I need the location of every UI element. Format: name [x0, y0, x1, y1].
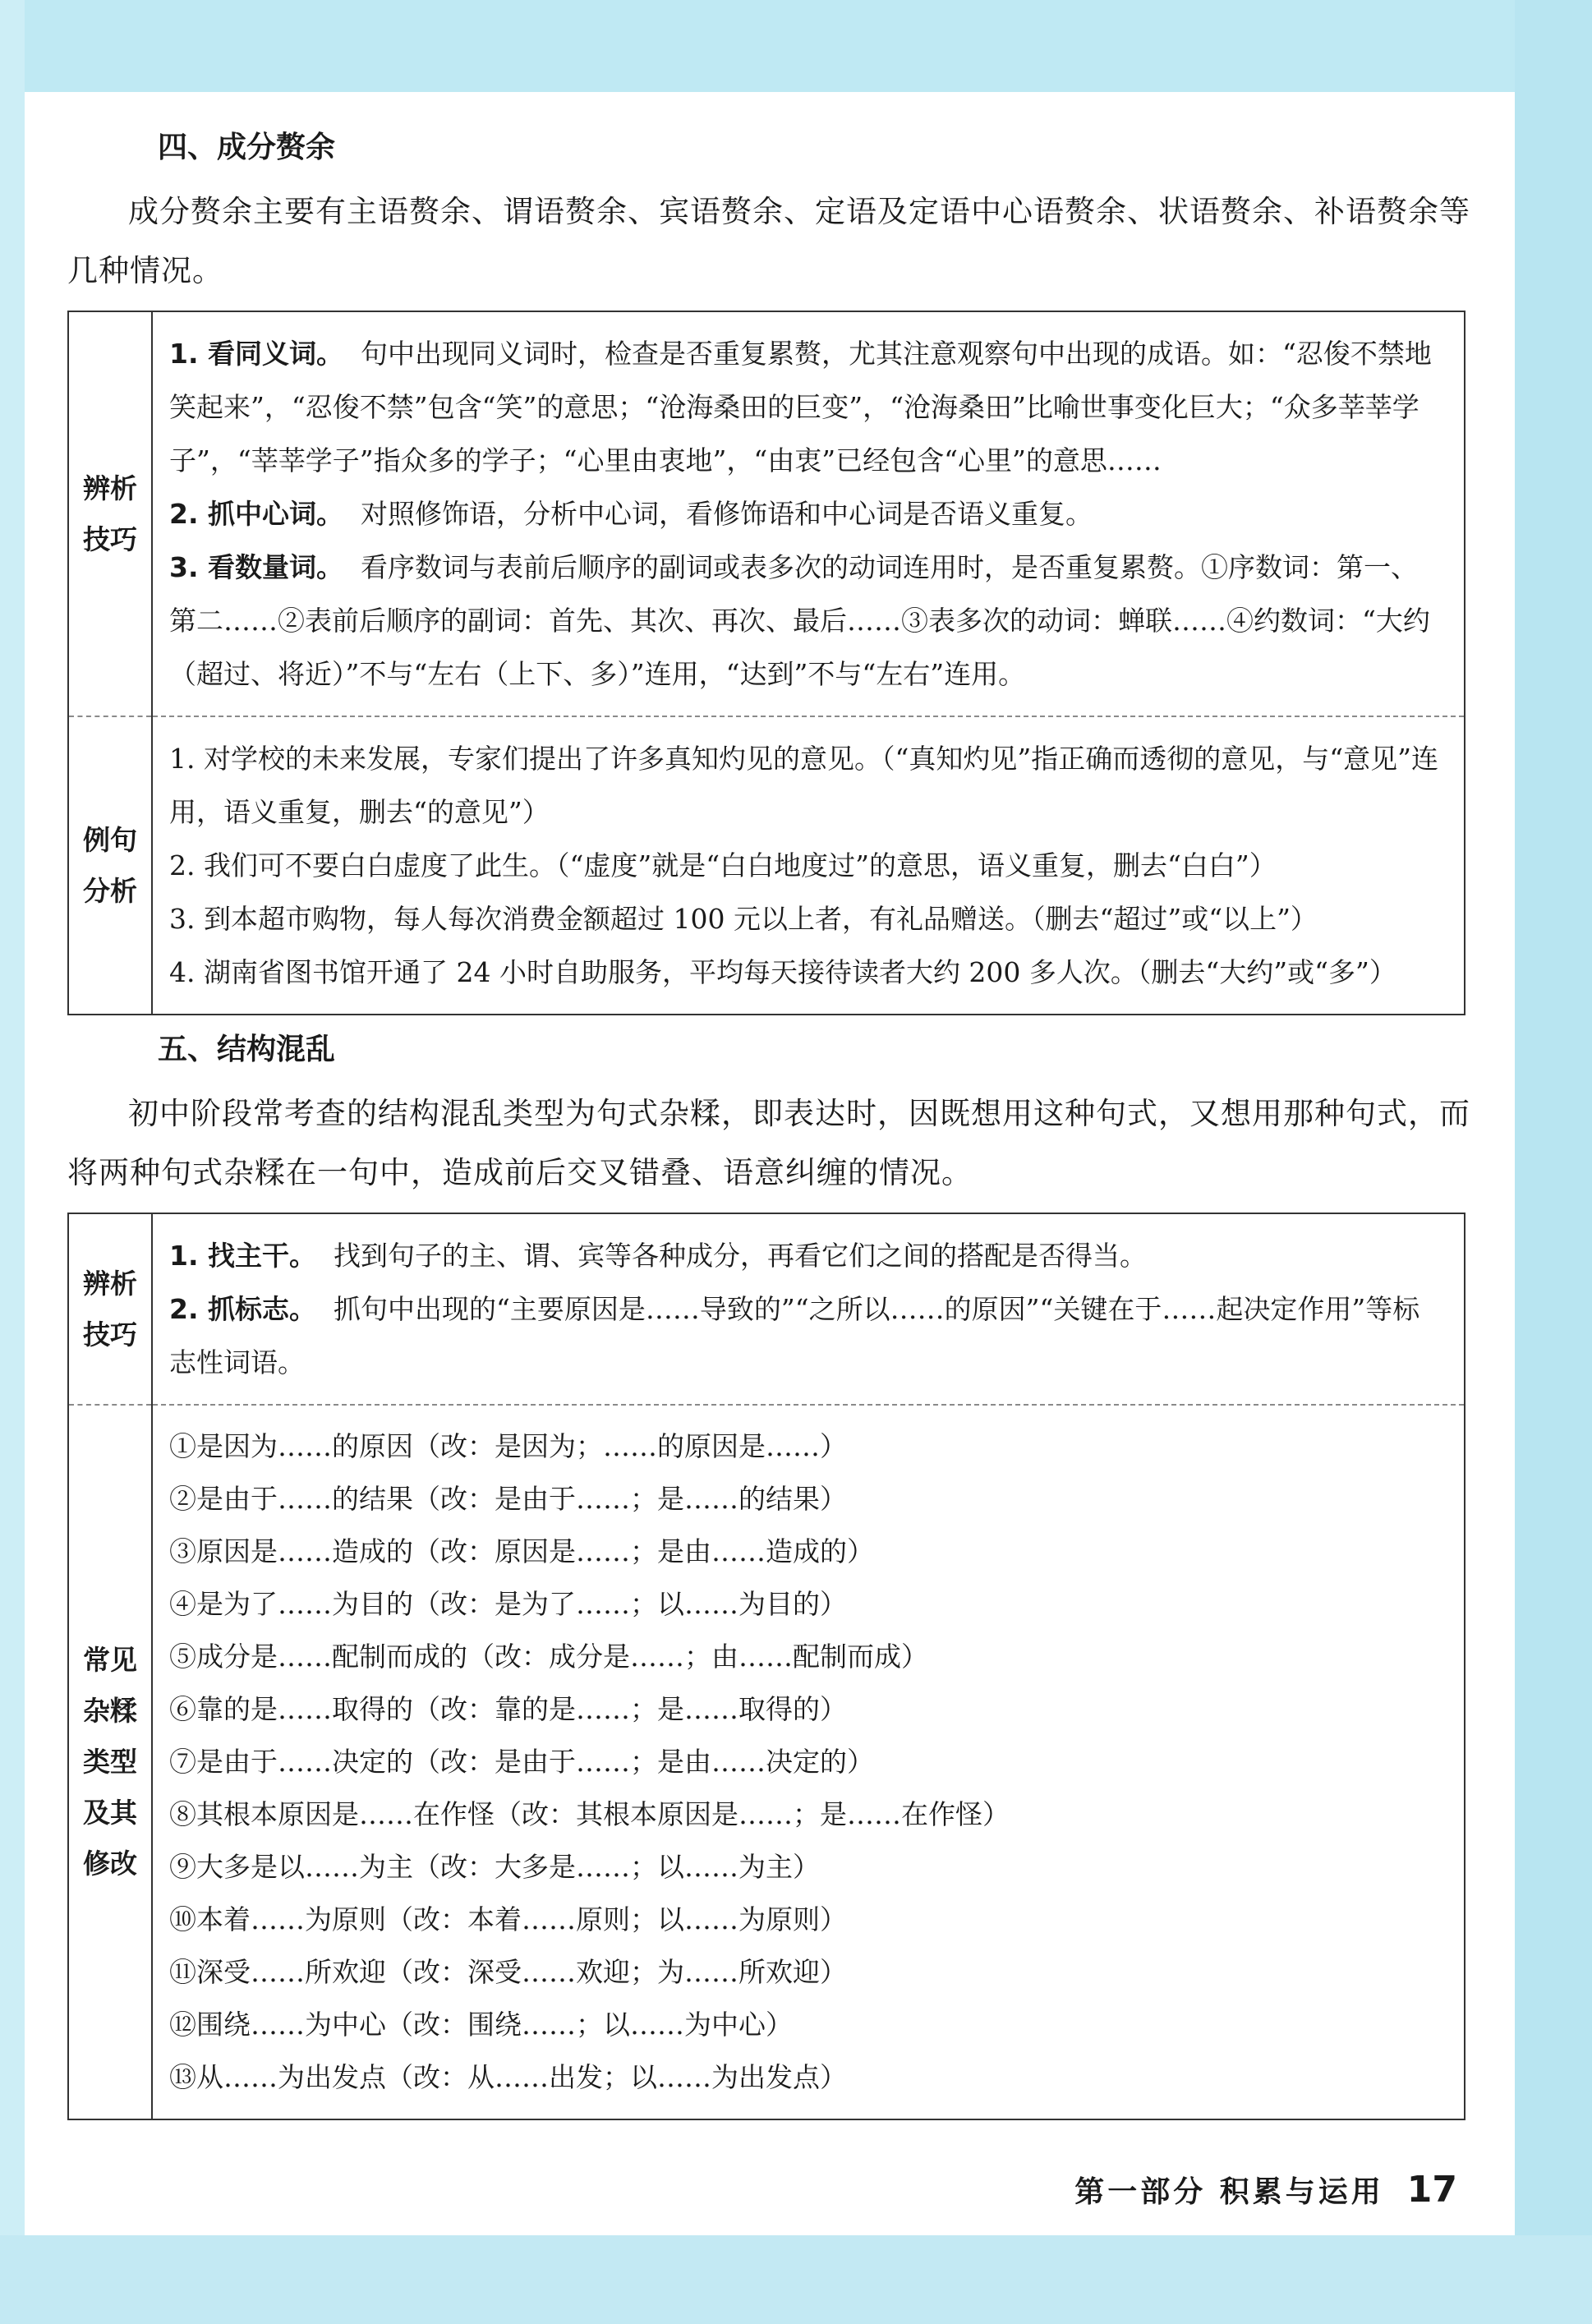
examples-cell [152, 716, 1465, 1015]
analysis-table [67, 1213, 1465, 2120]
example-item [169, 892, 1444, 946]
pattern-item: ⑦是由于……决定的（改：是由于……；是由……决定的） [169, 1746, 874, 1778]
page-border-bottom [0, 2235, 1592, 2324]
label-text: 辨析技巧 [83, 1267, 137, 1351]
pattern-item: ⑩本着……为原则（改：本着……原则；以……为原则） [169, 1903, 847, 1935]
skill-text: 看序数词与表前后顺序的副词或表多次的动词连用时，是否重复累赘。①序数词：第一、第二……②表前后顺序的副词：首先、其次、再次、最后……③表多次的动词：蝉联……④约数词：“大约（超过、将近）”不与“左右（上下、多）”连用，“达到”不与“左右”连用。 [169, 551, 1430, 690]
skill-head: 3. 看数量词。 [169, 551, 343, 583]
pattern-item: ①是因为……的原因（改：是因为；……的原因是……） [169, 1430, 847, 1462]
pattern-item: ⑥靠的是……取得的（改：靠的是……；是……取得的） [169, 1693, 847, 1725]
example-note: （“真知灼见”指正确而透彻的意见，与“意见”连用，语义重复，删去“的意见”） [169, 743, 1438, 828]
pattern-item: ④是为了……为目的（改：是为了……；以……为目的） [169, 1588, 847, 1620]
footer-section: 第一部分 积累与运用 [1074, 2175, 1384, 2209]
section-intro: 初中阶段常考查的结构混乱类型为句式杂糅，即表达时，因既想用这种句式，又想用那种句式，而将两种句式杂糅在一句中，造成前后交叉错叠、语意纠缠的情况。 [67, 1096, 1470, 1190]
analysis-table [67, 311, 1465, 1015]
page-border-top [0, 0, 1592, 92]
pattern-item: ⑪深受……所欢迎（改：深受……欢迎；为……所欢迎） [169, 1956, 847, 1988]
row-label [68, 716, 152, 1015]
skill-item [169, 327, 1444, 487]
skill-text: 对照修饰语，分析中心词，看修饰语和中心词是否语义重复。 [360, 498, 1093, 530]
skills-cell [152, 311, 1465, 716]
section-intro: 成分赘余主要有主语赘余、谓语赘余、宾语赘余、定语及定语中心语赘余、状语赘余、补语赘余等几种情况。 [67, 194, 1470, 288]
skill-head: 1. 找主干。 [169, 1240, 316, 1272]
skill-text: 抓句中出现的“主要原因是……导致的”“之所以……的原因”“关键在于……起决定作用”等标志性词语。 [169, 1293, 1420, 1378]
section-title: 五、结构混乱 [158, 1033, 336, 1066]
example-item [169, 732, 1444, 839]
pattern-item: ⑤成分是……配制而成的（改：成分是……；由……配制而成） [169, 1641, 928, 1673]
example-note: （删去“大约”或“多”） [1137, 956, 1396, 988]
skill-text: 句中出现同义词时，检查是否重复累赘，尤其注意观察句中出现的成语。如：“忍俊不禁地笑起来”，“忍俊不禁”包含“笑”的意思；“沧海桑田的巨变”，“沧海桑田”比喻世事变化巨大；“众多莘莘学子”，“莘莘学子”指众多的学子；“心里由衷地”，“由衷”已经包含“心里”的意思…… [169, 338, 1432, 476]
skill-item [169, 1282, 1444, 1389]
label-text: 例句分析 [83, 823, 137, 907]
example-sentence: 2. 我们可不要白白虚度了此生。 [169, 849, 556, 881]
row-label [68, 311, 152, 716]
row-label [68, 1213, 152, 1405]
row-label [68, 1405, 152, 2119]
page-border-left [0, 0, 25, 2324]
pattern-item: ⑬从……为出发点（改：从……出发；以……为出发点） [169, 2061, 847, 2093]
example-sentence: 4. 湖南省图书馆开通了 24 小时自助服务，平均每天接待读者大约 200 多人次。 [169, 956, 1138, 988]
example-note: （“虚度”就是“白白地度过”的意思，语义重复，删去“白白”） [555, 849, 1277, 881]
pattern-item: ③原因是……造成的（改：原因是……；是由……造成的） [169, 1535, 874, 1567]
document-page [25, 92, 1515, 2235]
example-item [169, 946, 1444, 999]
skill-item [169, 487, 1444, 541]
skill-head: 2. 抓标志。 [169, 1293, 316, 1325]
section-title: 四、成分赘余 [158, 131, 336, 164]
label-text: 辨析技巧 [83, 472, 137, 555]
skill-text: 找到句子的主、谓、宾等各种成分，再看它们之间的搭配是否得当。 [333, 1240, 1147, 1272]
example-sentence: 1. 对学校的未来发展，专家们提出了许多真知灼见的意见。 [169, 743, 881, 775]
pattern-item: ⑧其根本原因是……在作怪（改：其根本原因是……；是……在作怪） [169, 1798, 1010, 1830]
page-border-right [1515, 0, 1592, 2324]
example-item [169, 839, 1444, 892]
pattern-item: ②是由于……的结果（改：是由于……；是……的结果） [169, 1483, 847, 1515]
example-sentence: 3. 到本超市购物，每人每次消费金额超过 100 元以上者，有礼品赠送。 [169, 903, 1032, 935]
skill-head: 2. 抓中心词。 [169, 498, 343, 530]
page-footer [1074, 2169, 1457, 2211]
skill-head: 1. 看同义词。 [169, 338, 343, 370]
skills-cell [152, 1213, 1465, 1405]
pattern-item: ⑫围绕……为中心（改：围绕……；以……为中心） [169, 2009, 793, 2041]
page-content [67, 125, 1480, 2132]
pattern-item: ⑨大多是以……为主（改：大多是……；以……为主） [169, 1851, 820, 1883]
example-note: （删去“超过”或“以上”） [1031, 903, 1318, 935]
page-number: 17 [1406, 2169, 1457, 2211]
patterns-cell [152, 1405, 1465, 2119]
skill-item [169, 1229, 1444, 1282]
label-text: 常见杂糅类型及其修改 [83, 1644, 137, 1880]
skill-item [169, 541, 1444, 701]
